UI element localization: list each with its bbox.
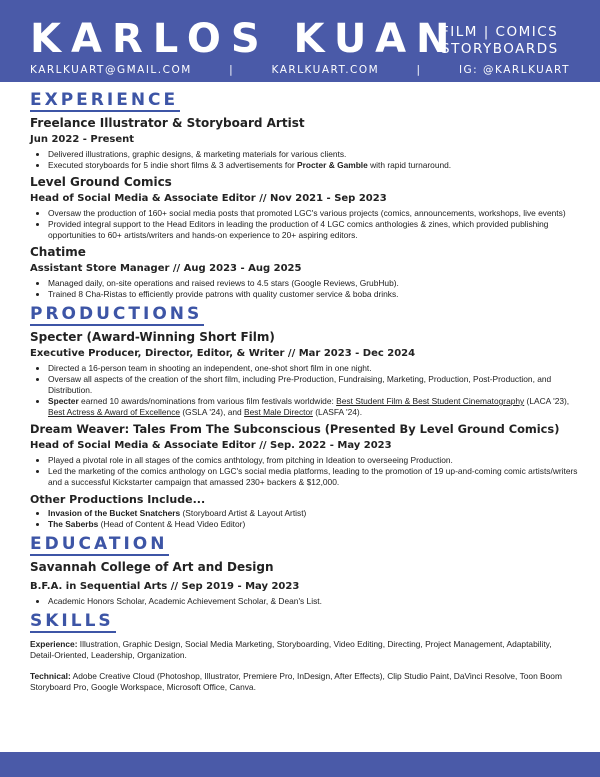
bullet: • Executed storyboards for 5 indie short films & 3 advertisements for Procter & Gamble with rapid turnaround.: [48, 160, 578, 171]
bullet: • The Saberbs (Head of Content & Head Video Editor): [48, 519, 578, 530]
section-heading-skills: SKILLS: [30, 611, 114, 631]
skills-experience: Experience: Illustration, Graphic Design, Social Media Marketing, Storyboarding, Video Editing, Directing, Project Management, Adaptability, Detail-Oriented, Leadership, Organization.: [30, 639, 552, 660]
section-heading-productions: PRODUCTIONS: [30, 304, 203, 324]
education-bullets: [30, 596, 578, 607]
resume-body: [30, 88, 578, 693]
contact-bar: [30, 64, 570, 76]
degree-dates: B.F.A. in Sequential Arts // Sep 2019 - May 2023: [30, 581, 300, 592]
bullet: • Specter earned 10 awards/nominations from various film festivals worldwide: Best Student Film & Best Student Cinematography (LACA '23), Best Actress & Award of Excellence (GSLA '24), and Best Male Director (LASFA '24).: [48, 396, 578, 418]
job-bullets: [30, 149, 578, 171]
instagram-link[interactable]: IG: @KARLKUART: [458, 64, 570, 76]
production-bullets: [30, 363, 578, 418]
award-link[interactable]: Best Student Film & Best Student Cinematography: [336, 396, 525, 406]
tagline-line-2: STORYBOARDS: [441, 41, 559, 57]
bullet: • Invasion of the Bucket Snatchers (Storyboard Artist & Layout Artist): [48, 508, 578, 519]
bullet: • Oversaw all aspects of the creation of the short film, including Pre-Production, Fundraising, Marketing, Production, Post-Production, and Distribution.: [48, 374, 578, 396]
production-title: Specter (Award-Winning Short Film): [30, 330, 275, 344]
production-role-dates: Head of Social Media & Associate Editor // Sep. 2022 - May 2023: [30, 440, 392, 451]
job-title: Level Ground Comics: [30, 175, 172, 189]
contact-separator: |: [416, 64, 422, 76]
bullet: • Academic Honors Scholar, Academic Achievement Scholar, & Dean's List.: [48, 596, 578, 607]
award-link[interactable]: Best Actress & Award of Excellence: [48, 407, 181, 417]
production-bullets: [30, 455, 578, 488]
job-bullets: [30, 278, 578, 300]
school-name: Savannah College of Art and Design: [30, 560, 274, 574]
bullet: • Delivered illustrations, graphic designs, & marketing materials for various clients.: [48, 149, 578, 160]
job-title: Freelance Illustrator & Storyboard Artist: [30, 116, 305, 130]
job-role-dates: Head of Social Media & Associate Editor // Nov 2021 - Sep 2023: [30, 193, 387, 204]
job-role-dates: Assistant Store Manager // Aug 2023 - Aug 2025: [30, 263, 302, 274]
section-heading-education: EDUCATION: [30, 534, 168, 554]
tagline: [441, 24, 559, 58]
bullet: • Oversaw the production of 160+ social media posts that promoted LGC's various projects (comics, announcements, workshops, live events): [48, 208, 578, 219]
job-title: Chatime: [30, 245, 86, 259]
bullet: • Managed daily, on-site operations and raised reviews to 4.5 stars (Google Reviews, GrubHub).: [48, 278, 578, 289]
contact-separator: |: [229, 64, 235, 76]
footer-banner: [0, 752, 600, 777]
section-heading-experience: EXPERIENCE: [30, 90, 179, 110]
candidate-name: KARLOS KUAN: [30, 16, 460, 62]
production-role-dates: Executive Producer, Director, Editor, & Writer // Mar 2023 - Dec 2024: [30, 348, 416, 359]
job-dates: Jun 2022 - Present: [30, 134, 135, 145]
bullet: • Played a pivotal role in all stages of the comics anthtology, from pitching in Ideation to overseeing Production.: [48, 455, 578, 466]
bullet: • Led the marketing of the comics anthology on LGC's social media platforms, leading to the promotion of 19 up-and-coming comic artists/writers and a successful Kickstarter campaign that amassed 230+ backers & $12,000.: [48, 466, 578, 488]
other-productions-list: [30, 508, 578, 530]
header-banner: [0, 0, 600, 82]
website-link[interactable]: KARLKUART.COM: [271, 64, 380, 76]
other-productions-title: Other Productions Include...: [30, 493, 206, 506]
job-bullets: [30, 208, 578, 241]
skills-technical: Technical: Adobe Creative Cloud (Photoshop, Illustrator, Premiere Pro, InDesign, After Effects), Clip Studio Paint, DaVinci Resolve, Toon Boom Storyboard Pro, Google Workspace, Microsoft Office, Canva.: [30, 671, 562, 692]
bullet: • Directed a 16-person team in shooting an independent, one-shot short film in one night.: [48, 363, 578, 374]
bullet: • Provided integral support to the Head Editors in leading the production of 4 LGC comics anthologies & zines, which provided publishing opportunities to 60+ artists/writers and hands-on experience to 20+ aspiring editors.: [48, 219, 578, 241]
production-title: Dream Weaver: Tales From The Subconscious (Presented By Level Ground Comics): [30, 422, 560, 436]
award-link[interactable]: Best Male Director: [244, 407, 313, 417]
tagline-line-1: FILM | COMICS: [441, 24, 559, 40]
bullet: • Trained 8 Cha-Ristas to efficiently provide patrons with quality customer service & boba drinks.: [48, 289, 578, 300]
email-link[interactable]: KARLKUART@GMAIL.COM: [30, 64, 192, 76]
